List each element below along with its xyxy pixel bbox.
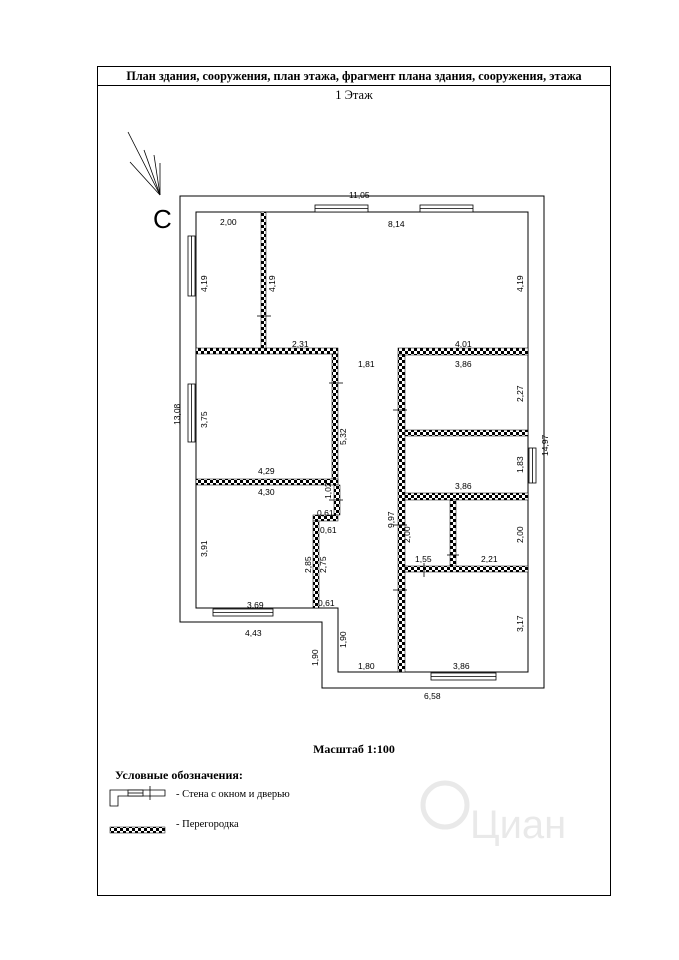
compass-letter: С	[153, 204, 172, 234]
scale-label: Масштаб 1:100	[313, 742, 395, 756]
dim-top-inner: 8,14	[388, 219, 405, 229]
dim-bottom-left: 4,43	[245, 628, 262, 638]
compass-rose	[128, 132, 160, 195]
door-marks	[257, 316, 459, 590]
watermark-text: Циан	[470, 803, 567, 847]
dim-small-061-a: 0,61	[317, 508, 334, 518]
dim-right-room-height-b: 1,83	[515, 456, 525, 473]
legend-item-wall: - Стена с окном и дверью	[176, 789, 290, 800]
dim-top-total: 11,05	[349, 190, 370, 200]
dim-partition-length: 5,32	[338, 428, 348, 445]
dim-right-room-width-b: 3,86	[455, 481, 472, 491]
dim-wc-height-a: 2,00	[402, 526, 412, 543]
dim-porch-190-b: 1,90	[310, 649, 320, 666]
legend-title: Условные обозначения:	[115, 768, 243, 782]
dim-right-room-top: 4,01	[455, 339, 472, 349]
dim-bath-275: 2,75	[318, 556, 328, 573]
floor-label: 1 Этаж	[335, 88, 373, 102]
dim-bottom-right: 6,58	[424, 691, 441, 701]
dim-right-corridor-len: 9,97	[386, 511, 396, 528]
dim-wc-width-b: 2,21	[481, 554, 498, 564]
legend-partition-symbol	[110, 827, 165, 833]
dim-room2-height: 3,75	[199, 411, 209, 428]
dim-right-total: 14,97	[540, 434, 550, 456]
dim-bottom-room-width: 3,86	[453, 661, 470, 671]
dim-bath-285: 2,85	[303, 556, 313, 573]
dim-hall-top-width: 2,31	[292, 339, 309, 349]
dim-room1-partition-height: 4,19	[267, 275, 277, 292]
dim-right-room-width-a: 3,86	[455, 359, 472, 369]
dim-room3-height: 3,91	[199, 540, 209, 557]
dim-bottom-room-height: 3,17	[515, 615, 525, 632]
dim-right-room-height-a: 2,27	[515, 385, 525, 402]
dim-room3-bottom: 3,69	[247, 600, 264, 610]
dim-left-total: 13,08	[172, 403, 182, 425]
watermark	[423, 783, 566, 847]
dim-room1-width: 2,00	[220, 217, 237, 227]
dim-right-top-height: 4,19	[515, 275, 525, 292]
legend-item-partition: - Перегородка	[176, 819, 239, 830]
dim-wc-width-a: 1,55	[415, 554, 432, 564]
dim-small-061-b: 0,61	[320, 525, 337, 535]
dim-small-102: 1,02	[323, 482, 333, 499]
dim-room1-left-height: 4,19	[199, 275, 209, 292]
dim-porch-190-a: 1,90	[338, 631, 348, 648]
legend-wall-symbol	[110, 786, 165, 806]
dim-wc-height-b: 2,00	[515, 526, 525, 543]
dim-small-061-c: 0,61	[318, 598, 335, 608]
dim-room3-width: 4,30	[258, 487, 275, 497]
dim-porch-180: 1,80	[358, 661, 375, 671]
dim-room2-width: 4,29	[258, 466, 275, 476]
dim-corridor-width: 1,81	[358, 359, 375, 369]
header-title: План здания, сооружения, план этажа, фрагмент плана здания, сооружения, этажа	[97, 66, 611, 86]
windows	[188, 205, 536, 680]
partitions	[196, 212, 528, 672]
